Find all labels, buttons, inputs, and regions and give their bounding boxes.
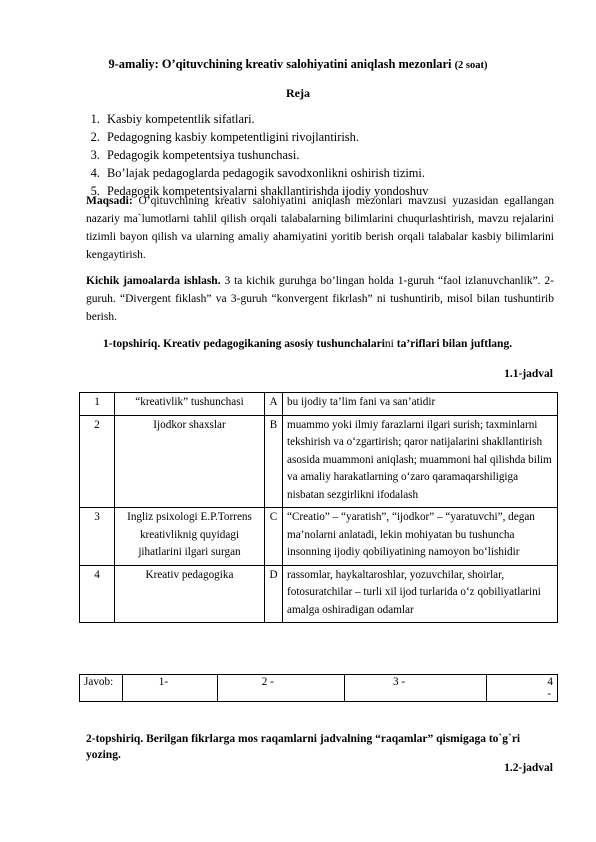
letter-cell: C [265,508,283,566]
term-cell: Kreativ pedagogika [115,565,265,623]
definition-cell: “Creatio” – “yaratish”, “ijodkor” – “yaratuvchi”, degan ma’nolarni anlatadi, lekin mohiyatan bu tushuncha insonning ijodiy qobiliyatining namoyon bo‘lishidir [283,508,558,566]
answer-table [79,674,558,702]
letter-cell: B [265,415,283,508]
answer-label: Javob: [80,675,123,702]
matching-table [79,392,558,623]
task2-heading: 2-topshiriq. Berilgan fikrlarga mos raqamlarni jadvalning “raqamlar” qismigaga to`g`ri yozing. [86,733,521,761]
row-number: 1 [80,393,115,416]
title-main: 9-amaliy: O’qituvchining kreativ salohiyatini aniqlash mezonlari [108,57,452,71]
title-suffix: (2 soat) [454,60,488,71]
page-title [0,57,596,72]
table-row [80,415,558,508]
answer-row [80,675,558,702]
table1-label: 1.1-jadval [504,368,553,380]
row-number: 4 [80,565,115,623]
answer-cell-2[interactable]: 2 - [217,675,344,702]
term-cell: Ingliz psixologi E.P.Torrens kreativliknig quyidagi jihatlarini ilgari surgan [115,508,265,566]
table-row [80,508,558,566]
plan-list [88,110,428,200]
task1-part3: ta’riflari bilan juftlang. [393,338,513,350]
reja-heading: Reja [286,86,310,100]
letter-cell: D [265,565,283,623]
table2-label: 1.2-jadval [504,762,553,774]
term-cell: Ijodkor shaxslar [115,415,265,508]
definition-cell: rassomlar, haykaltaroshlar, yozuvchilar, shoirlar, fotosuratchilar – turli xil ijod turlarida o‘z qobiliyatlarini amalga oshiradigan odamlar [283,565,558,623]
task1-heading [103,336,523,352]
letter-cell: A [265,393,283,416]
kichik-text: 3 ta kichik guruhga bo’lingan holda 1-guruh “faol izlanuvchanlik”. 2-guruh. “Divergent fiklash” va 3-guruh “konvergent fikrlash” ni tushuntirib, misol bilan tushuntirib berish. [86,275,554,323]
term-cell: “kreativlik” tushunchasi [115,393,265,416]
plan-item: 2. Pedagogning kasbiy kompetentligini rivojlantirish. [103,128,428,146]
task1-part1: 1-topshiriq. Kreativ pedagogikaning asosiy tushunchalari [103,338,385,350]
task1-part2: ni [384,338,394,350]
plan-item: 1. Kasbiy kompetentlik sifatlari. [103,110,428,128]
kichik-paragraph [86,272,554,326]
row-number: 3 [80,508,115,566]
kichik-label: Kichik jamoalarda ishlash. [86,275,221,287]
plan-item: 3. Pedagogik kompetentsiya tushunchasi. [103,146,428,164]
plan-item: 5. Pedagogik kompetentsiyalarni shakllantirishda ijodiy yondoshuv [103,182,428,200]
table-row [80,565,558,623]
table-row [80,393,558,416]
answer-cell-4[interactable]: 4 - [487,675,558,702]
maqsad-paragraph [86,192,554,264]
definition-cell: bu ijodiy ta’lim fani va san’atidir [283,393,558,416]
answer-cell-1[interactable]: 1- [122,675,217,702]
plan-item: 4. Bo’lajak pedagoglarda pedagogik savodxonlikni oshirish tizimi. [103,164,428,182]
row-number: 2 [80,415,115,508]
maqsad-label: Maqsadi: [86,195,133,207]
answer-cell-3[interactable]: 3 - [345,675,487,702]
definition-cell: muammo yoki ilmiy farazlarni ilgari surish; taxminlarni tekshirish va o‘zgartirish; qaror natijalarini shakllantirish asosida muammoni aniqlash; muammoni hal qilishda bilim va amaliy harakatlarning o‘zaro qaramaqarshiligiga nisbatan sezgirlikni ifodalash [283,415,558,508]
maqsad-text: O’qituvchining kreativ salohiyatini aniqlash mezonlari mavzusi yuzasidan egallangan nazariy ma`lumotlarni tahlil qilish orqali talabalarning bilimlarini chuqurlashtirish, mavzu rejalarini tizimli bayon qilish va ularning amaliy ahamiyatini yoritib berish orqali talabalar kasbiy bilimlarini kengaytirish. [86,195,554,261]
